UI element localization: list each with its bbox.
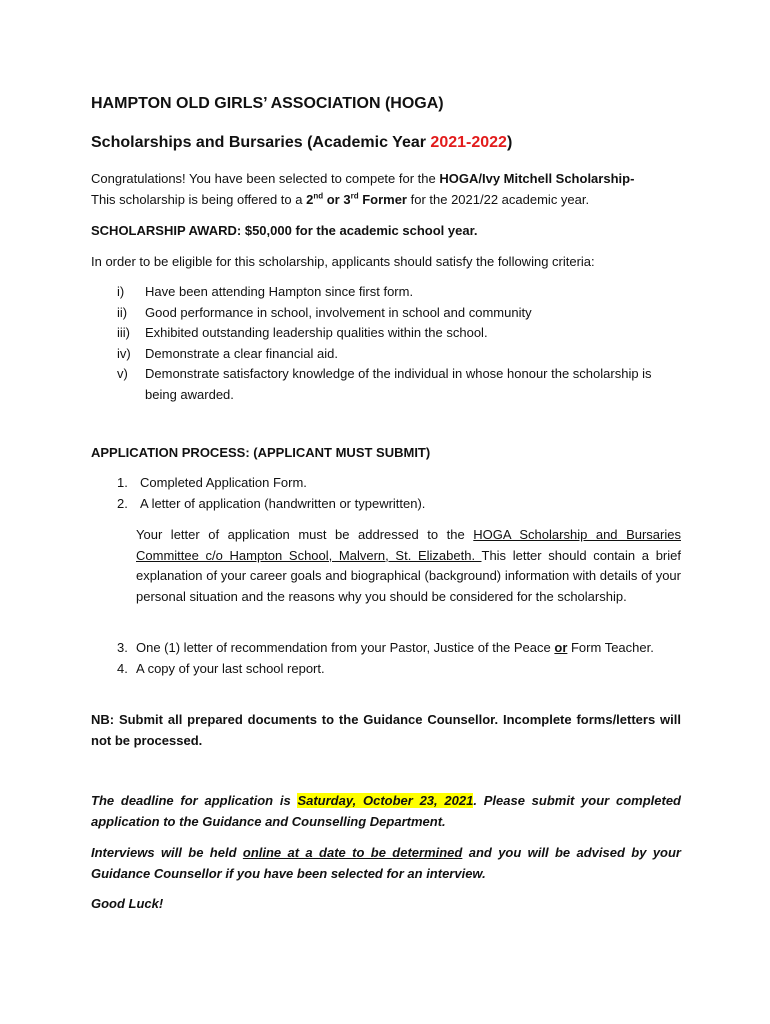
letter-text-2: This letter should contain a brief explanation of your career goals and biographical (background) information with details of your personal situation and the reasons why you should be considered for the scholarship. xyxy=(136,547,681,604)
application-list-continued xyxy=(117,638,681,679)
list-number: 4. xyxy=(117,660,128,676)
list-number: iv) xyxy=(117,345,131,361)
interview-notice xyxy=(91,843,681,884)
list-number: iii) xyxy=(117,325,130,340)
list-number: 3. xyxy=(117,640,128,655)
list-item xyxy=(117,473,681,494)
list-item xyxy=(117,344,681,365)
intro-dash: - xyxy=(630,171,635,186)
intro-text-2: This scholarship is being offered to a xyxy=(91,191,307,207)
intro-text: Congratulations! You have been selected to compete for the xyxy=(91,171,440,186)
deadline-date: Saturday, October 23, 2021 xyxy=(297,793,474,808)
list-text: Exhibited outstanding leadership qualities within the school. xyxy=(145,325,488,340)
list-text: Good performance in school, involvement in school and community xyxy=(145,304,532,320)
scholarship-name: HOGA/Ivy Mitchell Scholarship xyxy=(439,171,631,186)
application-heading: APPLICATION PROCESS: (APPLICANT MUST SUBMIT) xyxy=(91,445,431,460)
intro-text-3: for the 2021/22 academic year. xyxy=(407,191,590,207)
deadline-text: The deadline for application is xyxy=(91,793,298,808)
grade-a-sup: nd xyxy=(313,191,324,201)
closing-text: Good Luck! xyxy=(91,896,164,911)
interview-date-note: online at a date to be determined xyxy=(242,845,463,860)
list-item xyxy=(117,638,681,659)
list-text: A copy of your last school report. xyxy=(136,660,325,676)
grade-or: or xyxy=(323,191,344,207)
list-number: ii) xyxy=(117,304,128,320)
emphasis-or: or xyxy=(554,640,568,655)
list-text: Demonstrate satisfactory knowledge of the individual in whose honour the scholarship is being awarded. xyxy=(145,366,652,402)
list-number: 2. xyxy=(117,495,128,511)
list-item xyxy=(117,323,681,344)
intro-paragraph xyxy=(91,169,681,210)
list-item xyxy=(117,303,681,324)
subtitle-prefix: Scholarships and Bursaries (Academic Year xyxy=(91,134,431,151)
org-title: HAMPTON OLD GIRLS’ ASSOCIATION (HOGA) xyxy=(91,95,444,112)
letter-instructions xyxy=(136,525,681,607)
list-text: Demonstrate a clear financial aid. xyxy=(145,345,338,361)
list-number: i) xyxy=(117,284,125,299)
list-text-2: Form Teacher. xyxy=(567,640,654,655)
academic-year: 2021-2022 xyxy=(430,134,507,151)
list-text: A letter of application (handwritten or typewritten). xyxy=(140,495,426,511)
list-item xyxy=(117,494,681,515)
page-subtitle xyxy=(91,133,681,154)
list-item xyxy=(117,364,681,405)
deadline-notice xyxy=(91,791,681,832)
grade-b: 3 xyxy=(343,191,351,207)
list-number: 1. xyxy=(117,475,128,490)
letter-text: Your letter of application must be addressed to the xyxy=(136,527,474,542)
committee-address: HOGA Scholarship and Bursaries Committee c/o Hampton School, Malvern, St. Elizabeth. xyxy=(136,527,681,563)
eligibility-list xyxy=(117,282,681,405)
application-list xyxy=(117,473,681,514)
list-item xyxy=(117,659,681,680)
interview-text-2: and you will be advised by your Guidance Counsellor if you have been selected for an interview. xyxy=(91,845,681,881)
list-item xyxy=(117,282,681,303)
list-text: Completed Application Form. xyxy=(140,475,307,490)
interview-text: Interviews will be held xyxy=(91,845,243,860)
eligibility-intro: In order to be eligible for this scholarship, applicants should satisfy the following criteria: xyxy=(91,254,595,269)
grade-a: 2 xyxy=(306,191,314,207)
list-number: v) xyxy=(117,366,128,381)
list-text: Have been attending Hampton since first form. xyxy=(145,284,414,299)
grade-b-sup: rd xyxy=(350,191,359,201)
grade-former: Former xyxy=(358,191,407,207)
list-text: One (1) letter of recommendation from your Pastor, Justice of the Peace xyxy=(136,640,555,655)
subtitle-suffix: ) xyxy=(506,134,513,151)
deadline-text-2: . Please submit your completed application to the Guidance and Counselling Department. xyxy=(91,793,681,829)
scholarship-award: SCHOLARSHIP AWARD: $50,000 for the academic school year. xyxy=(91,223,478,238)
nb-note: NB: Submit all prepared documents to the Guidance Counsellor. Incomplete forms/letters will not be processed. xyxy=(91,712,681,748)
